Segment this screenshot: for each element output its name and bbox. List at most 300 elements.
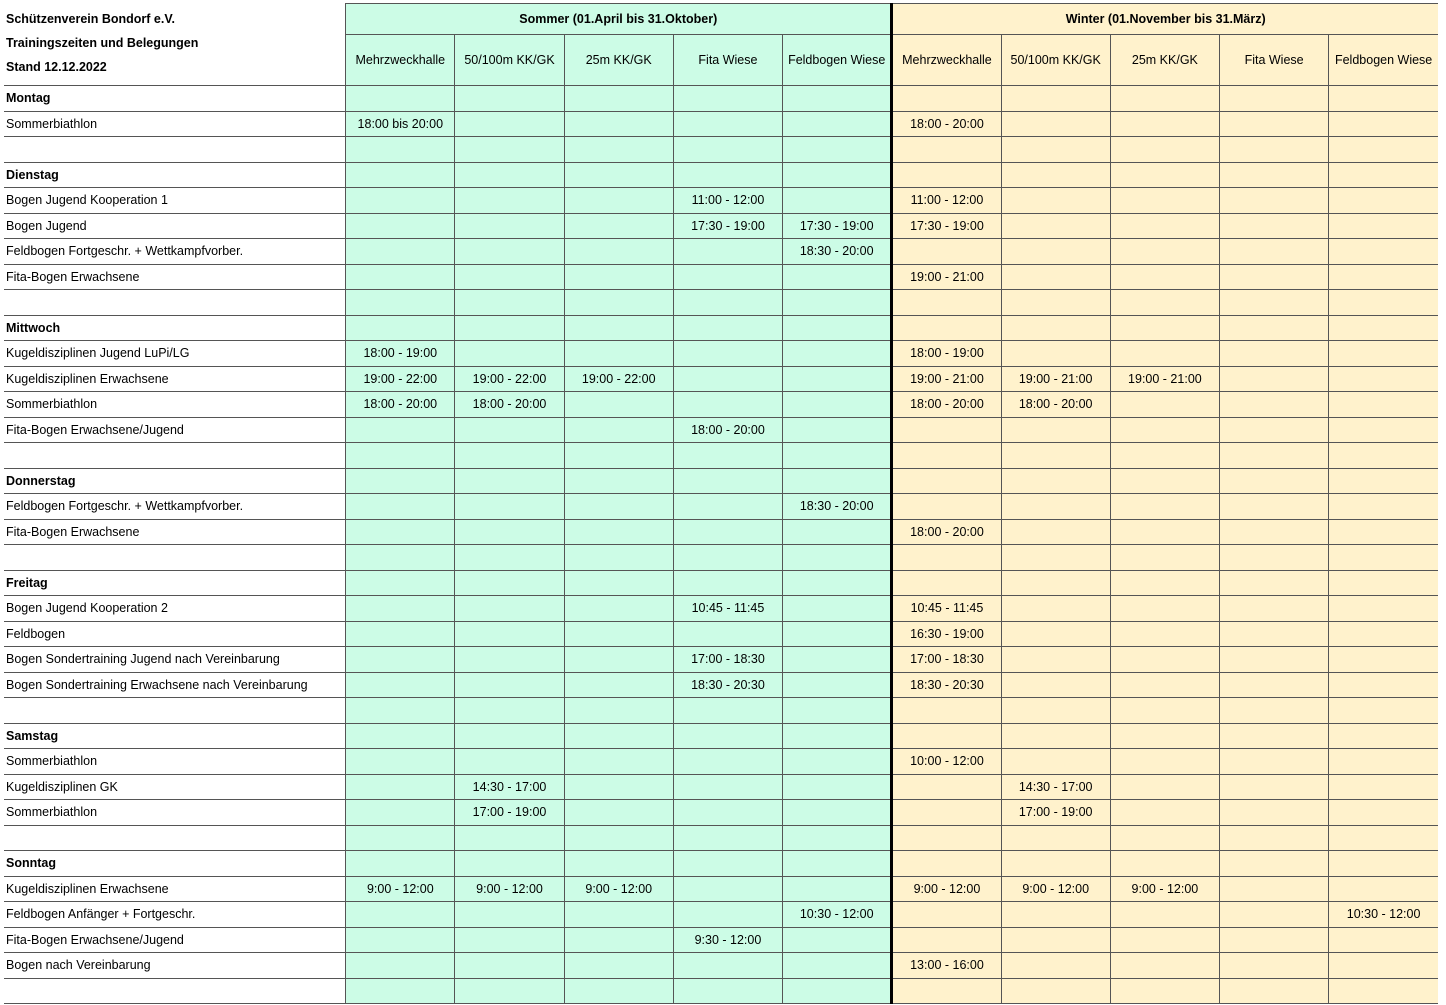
summer-time-cell	[455, 86, 564, 112]
winter-time-cell	[892, 698, 1001, 724]
winter-time-cell	[1001, 902, 1110, 928]
summer-time-cell	[783, 851, 892, 877]
winter-time-cell	[892, 137, 1001, 163]
winter-time-cell	[1110, 570, 1219, 596]
winter-time-cell	[892, 494, 1001, 520]
winter-time-cell	[1329, 698, 1438, 724]
activity-cell: Bogen Sondertraining Jugend nach Vereinbarung	[4, 647, 346, 673]
winter-time-cell	[1001, 519, 1110, 545]
summer-time-cell	[673, 341, 782, 367]
winter-time-cell	[1220, 468, 1329, 494]
summer-time-cell	[564, 621, 673, 647]
summer-time-cell	[564, 315, 673, 341]
activity-cell: Sommerbiathlon	[4, 392, 346, 418]
activity-cell: Bogen Jugend Kooperation 1	[4, 188, 346, 214]
summer-time-cell	[346, 953, 455, 979]
winter-time-cell	[1329, 519, 1438, 545]
summer-time-cell	[455, 698, 564, 724]
table-row	[4, 137, 1438, 163]
activity-cell: Kugeldisziplinen Jugend LuPi/LG	[4, 341, 346, 367]
winter-time-cell	[1220, 366, 1329, 392]
winter-time-cell	[1329, 927, 1438, 953]
summer-time-cell	[455, 851, 564, 877]
winter-time-cell	[1329, 341, 1438, 367]
winter-time-cell	[1001, 570, 1110, 596]
winter-time-cell: 18:00 - 19:00	[892, 341, 1001, 367]
winter-time-cell	[892, 902, 1001, 928]
summer-time-cell	[783, 315, 892, 341]
winter-time-cell	[1220, 417, 1329, 443]
winter-time-cell: 18:00 - 20:00	[1001, 392, 1110, 418]
table-row	[4, 545, 1438, 571]
summer-time-cell	[346, 545, 455, 571]
winter-time-cell	[1329, 443, 1438, 469]
winter-time-cell	[1001, 953, 1110, 979]
winter-time-cell	[1001, 86, 1110, 112]
winter-time-cell	[1329, 366, 1438, 392]
activity-cell: Kugeldisziplinen GK	[4, 774, 346, 800]
winter-col-header: 50/100m KK/GK	[1001, 35, 1110, 86]
day-label: Montag	[4, 86, 346, 112]
summer-time-cell	[346, 213, 455, 239]
winter-time-cell	[1220, 647, 1329, 673]
summer-time-cell	[673, 876, 782, 902]
winter-time-cell	[1329, 290, 1438, 316]
activity-cell: Sommerbiathlon	[4, 111, 346, 137]
winter-col-header: 25m KK/GK	[1110, 35, 1219, 86]
winter-time-cell	[1220, 443, 1329, 469]
summer-col-header: 25m KK/GK	[564, 35, 673, 86]
summer-time-cell: 18:30 - 20:00	[783, 494, 892, 520]
table-row	[4, 213, 1438, 239]
winter-time-cell	[1329, 596, 1438, 622]
winter-time-cell	[1110, 494, 1219, 520]
winter-time-cell	[1001, 188, 1110, 214]
winter-time-cell: 9:00 - 12:00	[1110, 876, 1219, 902]
winter-time-cell	[1001, 749, 1110, 775]
summer-time-cell	[346, 902, 455, 928]
winter-time-cell	[1001, 137, 1110, 163]
winter-time-cell	[892, 86, 1001, 112]
winter-time-cell	[1220, 545, 1329, 571]
winter-group-header: Winter (01.November bis 31.März)	[892, 4, 1438, 35]
summer-time-cell	[673, 239, 782, 265]
summer-time-cell	[783, 188, 892, 214]
summer-time-cell	[673, 723, 782, 749]
summer-time-cell	[455, 570, 564, 596]
winter-col-header: Mehrzweckhalle	[892, 35, 1001, 86]
sheet-title	[4, 4, 346, 86]
activity-cell: Bogen Sondertraining Erwachsene nach Vereinbarung	[4, 672, 346, 698]
summer-time-cell: 10:45 - 11:45	[673, 596, 782, 622]
table-row	[4, 902, 1438, 928]
day-label: Sonntag	[4, 851, 346, 877]
summer-time-cell: 19:00 - 22:00	[346, 366, 455, 392]
summer-time-cell	[564, 162, 673, 188]
summer-time-cell	[564, 570, 673, 596]
activity-cell	[4, 545, 346, 571]
summer-time-cell	[346, 698, 455, 724]
summer-time-cell	[673, 137, 782, 163]
winter-time-cell	[892, 927, 1001, 953]
summer-time-cell	[783, 86, 892, 112]
winter-time-cell	[1001, 162, 1110, 188]
summer-time-cell	[673, 851, 782, 877]
summer-time-cell	[564, 213, 673, 239]
summer-time-cell	[346, 315, 455, 341]
summer-time-cell	[455, 111, 564, 137]
winter-time-cell	[1329, 315, 1438, 341]
winter-time-cell	[892, 825, 1001, 851]
summer-time-cell	[564, 672, 673, 698]
summer-time-cell	[455, 264, 564, 290]
activity-cell	[4, 698, 346, 724]
summer-time-cell	[346, 621, 455, 647]
winter-time-cell	[1001, 315, 1110, 341]
table-row	[4, 392, 1438, 418]
summer-time-cell	[564, 978, 673, 1004]
winter-time-cell	[892, 723, 1001, 749]
summer-time-cell	[783, 392, 892, 418]
summer-time-cell	[673, 698, 782, 724]
summer-time-cell	[455, 927, 564, 953]
winter-time-cell	[1110, 953, 1219, 979]
summer-time-cell	[346, 137, 455, 163]
day-header-row	[4, 570, 1438, 596]
summer-time-cell	[455, 953, 564, 979]
winter-time-cell	[1220, 621, 1329, 647]
winter-time-cell	[1110, 290, 1219, 316]
summer-time-cell: 11:00 - 12:00	[673, 188, 782, 214]
activity-cell	[4, 290, 346, 316]
summer-time-cell	[673, 162, 782, 188]
table-row	[4, 825, 1438, 851]
summer-time-cell	[673, 111, 782, 137]
winter-time-cell	[1001, 672, 1110, 698]
club-name: Schützenverein Bondorf e.V.	[6, 11, 176, 26]
winter-time-cell	[1110, 825, 1219, 851]
summer-time-cell	[783, 596, 892, 622]
summer-time-cell	[673, 545, 782, 571]
summer-time-cell	[346, 443, 455, 469]
summer-time-cell	[673, 264, 782, 290]
summer-time-cell	[346, 290, 455, 316]
summer-time-cell	[346, 188, 455, 214]
winter-time-cell	[1329, 570, 1438, 596]
summer-time-cell: 9:00 - 12:00	[564, 876, 673, 902]
table-row	[4, 264, 1438, 290]
summer-time-cell	[564, 86, 673, 112]
winter-time-cell	[1329, 800, 1438, 826]
table-row	[4, 596, 1438, 622]
summer-col-header: Mehrzweckhalle	[346, 35, 455, 86]
summer-time-cell	[673, 290, 782, 316]
winter-col-header: Fita Wiese	[1220, 35, 1329, 86]
winter-time-cell: 19:00 - 21:00	[892, 366, 1001, 392]
winter-time-cell	[1001, 621, 1110, 647]
winter-time-cell	[1110, 111, 1219, 137]
summer-time-cell	[346, 494, 455, 520]
winter-time-cell: 10:00 - 12:00	[892, 749, 1001, 775]
day-label: Dienstag	[4, 162, 346, 188]
sheet-date: Stand 12.12.2022	[6, 59, 107, 74]
summer-time-cell	[455, 315, 564, 341]
summer-time-cell	[673, 570, 782, 596]
winter-time-cell	[1110, 188, 1219, 214]
summer-time-cell	[783, 443, 892, 469]
activity-cell: Bogen Jugend Kooperation 2	[4, 596, 346, 622]
winter-time-cell	[1220, 519, 1329, 545]
winter-time-cell	[1329, 851, 1438, 877]
winter-time-cell	[1329, 774, 1438, 800]
summer-time-cell	[783, 927, 892, 953]
winter-time-cell	[1220, 86, 1329, 112]
winter-time-cell	[1001, 264, 1110, 290]
summer-time-cell	[455, 290, 564, 316]
activity-cell	[4, 137, 346, 163]
table-row	[4, 774, 1438, 800]
winter-time-cell: 17:30 - 19:00	[892, 213, 1001, 239]
winter-time-cell: 18:00 - 20:00	[892, 392, 1001, 418]
summer-time-cell: 18:00 bis 20:00	[346, 111, 455, 137]
summer-time-cell	[673, 953, 782, 979]
summer-time-cell	[564, 647, 673, 673]
winter-time-cell	[1110, 239, 1219, 265]
winter-time-cell	[1110, 417, 1219, 443]
winter-time-cell	[1220, 392, 1329, 418]
table-row	[4, 672, 1438, 698]
winter-time-cell	[1001, 851, 1110, 877]
summer-time-cell: 19:00 - 22:00	[564, 366, 673, 392]
summer-time-cell	[346, 417, 455, 443]
activity-cell: Fita-Bogen Erwachsene	[4, 519, 346, 545]
winter-time-cell	[1110, 596, 1219, 622]
day-header-row	[4, 315, 1438, 341]
summer-time-cell	[564, 264, 673, 290]
activity-cell: Kugeldisziplinen Erwachsene	[4, 876, 346, 902]
summer-time-cell	[673, 315, 782, 341]
summer-time-cell	[673, 519, 782, 545]
day-header-row	[4, 723, 1438, 749]
summer-time-cell	[455, 162, 564, 188]
winter-time-cell	[1329, 392, 1438, 418]
summer-time-cell	[455, 519, 564, 545]
summer-time-cell	[346, 723, 455, 749]
winter-time-cell	[1110, 672, 1219, 698]
summer-time-cell	[455, 417, 564, 443]
activity-cell	[4, 978, 346, 1004]
activity-cell: Sommerbiathlon	[4, 749, 346, 775]
winter-time-cell: 18:30 - 20:30	[892, 672, 1001, 698]
summer-time-cell	[346, 851, 455, 877]
summer-time-cell	[783, 774, 892, 800]
winter-time-cell	[1001, 417, 1110, 443]
winter-time-cell	[1220, 749, 1329, 775]
summer-col-header: 50/100m KK/GK	[455, 35, 564, 86]
summer-time-cell	[346, 647, 455, 673]
summer-time-cell	[455, 672, 564, 698]
table-row	[4, 443, 1438, 469]
winter-time-cell	[1220, 800, 1329, 826]
summer-time-cell	[564, 188, 673, 214]
summer-time-cell: 18:00 - 20:00	[673, 417, 782, 443]
summer-time-cell: 17:00 - 19:00	[455, 800, 564, 826]
winter-time-cell	[1001, 443, 1110, 469]
winter-time-cell	[1001, 213, 1110, 239]
summer-time-cell	[783, 953, 892, 979]
winter-time-cell: 19:00 - 21:00	[1001, 366, 1110, 392]
summer-time-cell	[564, 596, 673, 622]
summer-time-cell	[346, 774, 455, 800]
winter-time-cell	[1220, 239, 1329, 265]
summer-time-cell	[564, 468, 673, 494]
winter-time-cell	[1220, 494, 1329, 520]
activity-cell	[4, 443, 346, 469]
summer-time-cell	[564, 851, 673, 877]
summer-time-cell	[455, 137, 564, 163]
day-label: Samstag	[4, 723, 346, 749]
summer-time-cell	[346, 749, 455, 775]
summer-time-cell	[455, 596, 564, 622]
summer-time-cell	[455, 621, 564, 647]
activity-cell: Bogen Jugend	[4, 213, 346, 239]
winter-time-cell	[1110, 978, 1219, 1004]
summer-time-cell: 17:30 - 19:00	[673, 213, 782, 239]
winter-time-cell	[1110, 927, 1219, 953]
winter-time-cell	[892, 545, 1001, 571]
summer-time-cell	[564, 111, 673, 137]
winter-time-cell	[1329, 672, 1438, 698]
summer-time-cell	[783, 341, 892, 367]
winter-time-cell	[1220, 698, 1329, 724]
summer-time-cell	[564, 494, 673, 520]
winter-time-cell	[1220, 111, 1329, 137]
winter-time-cell	[1001, 545, 1110, 571]
summer-time-cell	[783, 749, 892, 775]
table-row	[4, 647, 1438, 673]
activity-cell: Feldbogen Fortgeschr. + Wettkampfvorber.	[4, 494, 346, 520]
winter-time-cell	[1110, 800, 1219, 826]
winter-time-cell	[1329, 111, 1438, 137]
summer-time-cell: 18:30 - 20:00	[783, 239, 892, 265]
winter-time-cell	[1220, 290, 1329, 316]
activity-cell: Fita-Bogen Erwachsene/Jugend	[4, 927, 346, 953]
summer-time-cell	[673, 494, 782, 520]
table-row	[4, 698, 1438, 724]
table-row	[4, 494, 1438, 520]
training-schedule-table	[4, 3, 1438, 1004]
schedule-rows	[4, 86, 1438, 1004]
summer-time-cell	[455, 723, 564, 749]
winter-time-cell	[1110, 545, 1219, 571]
winter-time-cell	[1220, 876, 1329, 902]
winter-time-cell	[1110, 137, 1219, 163]
summer-time-cell	[783, 825, 892, 851]
summer-time-cell	[673, 825, 782, 851]
table-row	[4, 111, 1438, 137]
winter-col-header: Feldbogen Wiese	[1329, 35, 1438, 86]
table-row	[4, 417, 1438, 443]
winter-time-cell	[1110, 86, 1219, 112]
day-label: Mittwoch	[4, 315, 346, 341]
winter-time-cell	[1110, 392, 1219, 418]
winter-time-cell	[1220, 315, 1329, 341]
summer-time-cell	[673, 392, 782, 418]
summer-time-cell: 19:00 - 22:00	[455, 366, 564, 392]
summer-time-cell	[346, 570, 455, 596]
winter-time-cell: 13:00 - 16:00	[892, 953, 1001, 979]
winter-time-cell	[1220, 341, 1329, 367]
winter-time-cell	[1329, 494, 1438, 520]
summer-time-cell: 18:00 - 19:00	[346, 341, 455, 367]
winter-time-cell	[1110, 774, 1219, 800]
winter-time-cell: 16:30 - 19:00	[892, 621, 1001, 647]
table-row	[4, 876, 1438, 902]
winter-time-cell	[892, 239, 1001, 265]
summer-time-cell	[673, 468, 782, 494]
winter-time-cell	[1220, 774, 1329, 800]
winter-time-cell	[1329, 417, 1438, 443]
winter-time-cell	[1220, 213, 1329, 239]
winter-time-cell	[1001, 468, 1110, 494]
summer-time-cell	[783, 468, 892, 494]
winter-time-cell	[1110, 902, 1219, 928]
day-header-row	[4, 162, 1438, 188]
winter-time-cell	[892, 468, 1001, 494]
summer-time-cell	[673, 366, 782, 392]
winter-time-cell	[1001, 239, 1110, 265]
winter-time-cell	[1001, 978, 1110, 1004]
summer-time-cell: 14:30 - 17:00	[455, 774, 564, 800]
summer-time-cell	[346, 519, 455, 545]
winter-time-cell	[1001, 596, 1110, 622]
table-row	[4, 239, 1438, 265]
table-row	[4, 366, 1438, 392]
winter-time-cell	[1001, 290, 1110, 316]
winter-time-cell: 9:00 - 12:00	[1001, 876, 1110, 902]
summer-time-cell	[564, 723, 673, 749]
summer-time-cell	[564, 749, 673, 775]
summer-time-cell	[455, 468, 564, 494]
summer-time-cell: 9:00 - 12:00	[455, 876, 564, 902]
winter-time-cell	[1220, 137, 1329, 163]
activity-cell: Feldbogen	[4, 621, 346, 647]
summer-time-cell	[783, 621, 892, 647]
winter-time-cell	[1110, 341, 1219, 367]
summer-time-cell	[783, 417, 892, 443]
winter-time-cell	[892, 443, 1001, 469]
summer-time-cell	[564, 392, 673, 418]
winter-time-cell: 18:00 - 20:00	[892, 111, 1001, 137]
winter-time-cell: 17:00 - 19:00	[1001, 800, 1110, 826]
summer-time-cell	[455, 443, 564, 469]
summer-time-cell	[455, 545, 564, 571]
winter-time-cell	[1329, 825, 1438, 851]
summer-time-cell	[673, 800, 782, 826]
summer-time-cell: 18:30 - 20:30	[673, 672, 782, 698]
summer-time-cell	[455, 239, 564, 265]
summer-time-cell: 18:00 - 20:00	[346, 392, 455, 418]
winter-time-cell	[1110, 749, 1219, 775]
winter-time-cell: 10:45 - 11:45	[892, 596, 1001, 622]
winter-time-cell	[892, 851, 1001, 877]
winter-time-cell	[1329, 647, 1438, 673]
winter-time-cell	[1110, 162, 1219, 188]
table-row	[4, 953, 1438, 979]
summer-time-cell	[346, 800, 455, 826]
summer-time-cell	[346, 162, 455, 188]
summer-time-cell: 9:00 - 12:00	[346, 876, 455, 902]
